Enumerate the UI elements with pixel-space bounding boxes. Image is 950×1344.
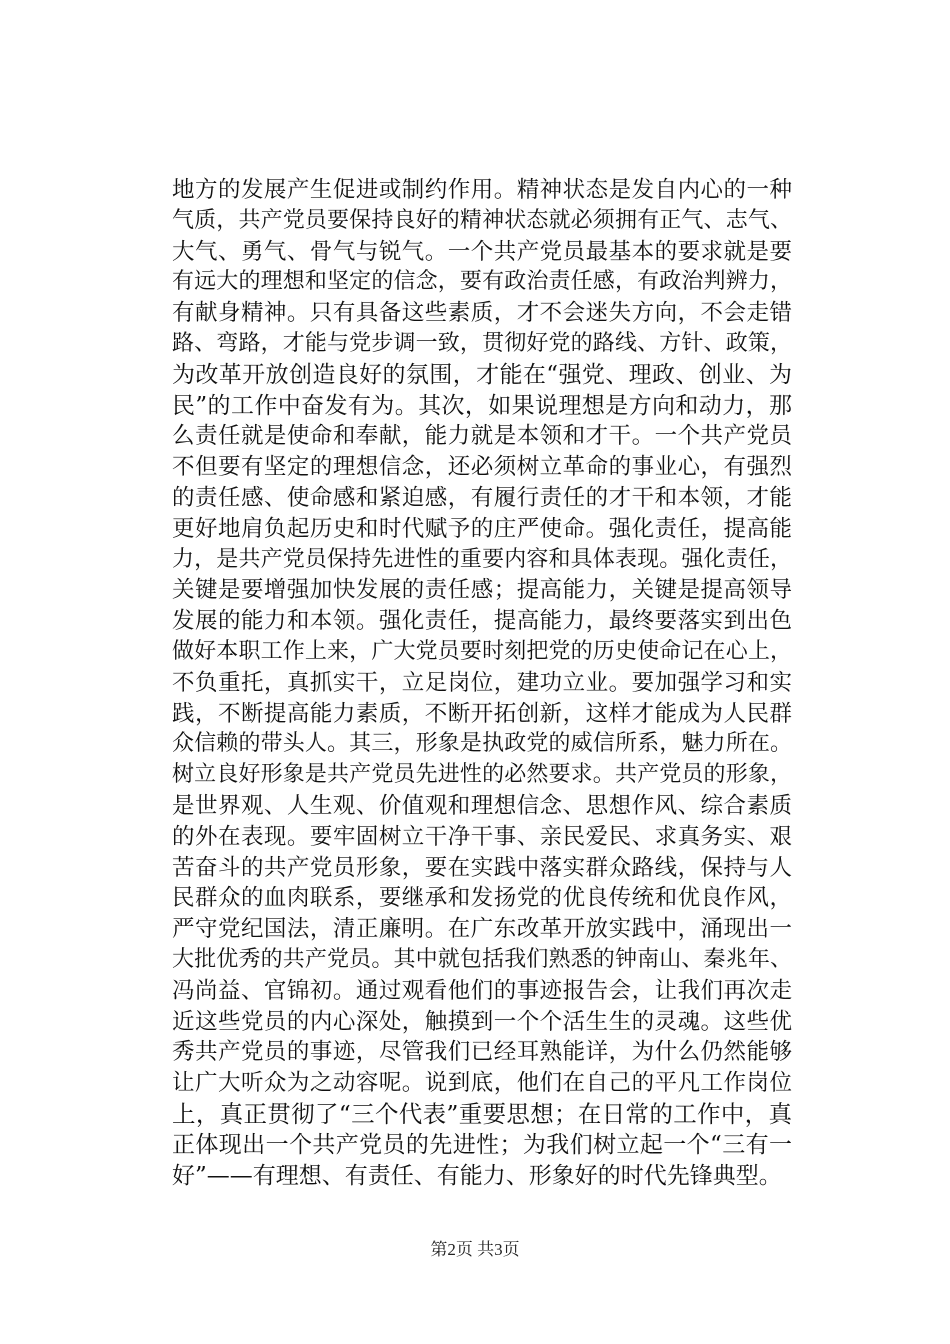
body-text <box>172 175 792 1191</box>
text-line: 是世界观、人生观、价值观和理想信念、思想作风、综合素质 <box>172 792 792 819</box>
text-line: 秀共产党员的事迹，尽管我们已经耳熟能详，为什么仍然能够 <box>172 1039 792 1066</box>
text-line: 近这些党员的内心深处，触摸到一个个活生生的灵魂。这些优 <box>172 1008 792 1035</box>
text-line: 好”——有理想、有责任、有能力、形象好的时代先锋典型。 <box>172 1162 782 1189</box>
text-line: 地方的发展产生促进或制约作用。精神状态是发自内心的一种 <box>172 177 792 203</box>
text-line: 关键是要增强加快发展的责任感；提高能力，关键是提高领导 <box>172 577 792 604</box>
page-footer: 第2页 共3页 <box>430 1240 520 1259</box>
text-line: 的责任感、使命感和紧迫感，有履行责任的才干和本领，才能 <box>172 484 792 511</box>
text-line: 民”的工作中奋发有为。其次，如果说理想是方向和动力，那 <box>172 392 792 419</box>
text-line: 为改革开放创造良好的氛围，才能在“强党、理政、创业、为 <box>172 361 792 388</box>
text-line: 更好地肩负起历史和时代赋予的庄严使命。强化责任，提高能 <box>172 515 792 542</box>
text-line: 严守党纪国法，清正廉明。在广东改革开放实践中，涌现出一 <box>172 916 792 943</box>
text-line: 路、弯路，才能与党步调一致，贯彻好党的路线、方针、政策， <box>172 330 792 356</box>
text-line: 大气、勇气、骨气与锐气。一个共产党员最基本的要求就是要 <box>172 238 792 265</box>
text-line: 有远大的理想和坚定的信念，要有政治责任感，有政治判辨力， <box>172 269 792 295</box>
text-line: 做好本职工作上来，广大党员要时刻把党的历史使命记在心上， <box>172 638 792 664</box>
text-line: 上，真正贯彻了“三个代表”重要思想；在日常的工作中，真 <box>172 1099 792 1128</box>
text-line: 气质，共产党员要保持良好的精神状态就必须拥有正气、志气、 <box>172 207 792 233</box>
text-line: 力，是共产党员保持先进性的重要内容和具体表现。强化责任， <box>172 546 792 572</box>
text-line: 树立良好形象是共产党员先进性的必然要求。共产党员的形象， <box>172 762 792 788</box>
text-line: 众信赖的带头人。其三，形象是执政党的威信所系，魅力所在。 <box>172 731 792 757</box>
text-line: 的外在表现。要牢固树立干净干事、亲民爱民、求真务实、艰 <box>172 823 792 850</box>
text-line: 让广大听众为之动容呢。说到底，他们在自己的平凡工作岗位 <box>172 1070 792 1097</box>
text-line: 冯尚益、官锦初。通过观看他们的事迹报告会，让我们再次走 <box>172 977 792 1004</box>
text-line: 么责任就是使命和奉献，能力就是本领和才干。一个共产党员 <box>172 423 792 450</box>
text-line: 有献身精神。只有具备这些素质，才不会迷失方向，不会走错 <box>172 300 792 327</box>
text-line: 民群众的血肉联系，要继承和发扬党的优良传统和优良作风， <box>172 885 792 912</box>
text-line: 大批优秀的共产党员。其中就包括我们熟悉的钟南山、秦兆年、 <box>172 946 792 972</box>
text-line: 苦奋斗的共产党员形象，要在实践中落实群众路线，保持与人 <box>172 854 792 881</box>
text-line: 正体现出一个共产党员的先进性；为我们树立起一个“三有一 <box>172 1131 792 1158</box>
text-line: 不负重托，真抓实干，立足岗位，建功立业。要加强学习和实 <box>172 669 792 696</box>
text-line: 发展的能力和本领。强化责任，提高能力，最终要落实到出色 <box>172 608 792 635</box>
text-line: 不但要有坚定的理想信念，还必须树立革命的事业心，有强烈 <box>172 454 792 481</box>
text-line: 践，不断提高能力素质，不断开拓创新，这样才能成为人民群 <box>172 700 792 727</box>
